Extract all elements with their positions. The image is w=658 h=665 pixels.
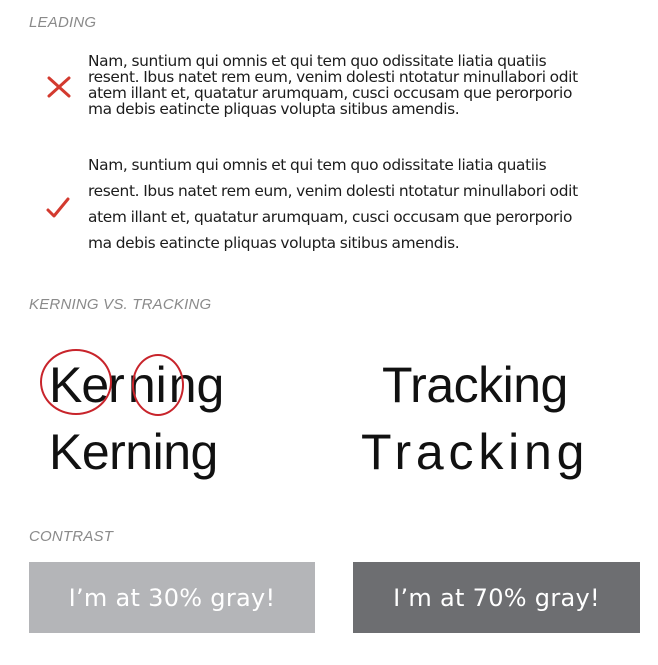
kerning-highlight-circle xyxy=(40,349,112,415)
text-line: ma debis eatincte pliquas volupta sitibus amendis. xyxy=(88,100,460,118)
gray-70-swatch xyxy=(353,562,640,633)
text-line: Nam, suntium qui omnis et qui tem quo odissitate liatia quatiis xyxy=(88,156,547,174)
leading-label: LEADING xyxy=(29,14,97,31)
contrast-label: CONTRAST xyxy=(29,528,114,545)
kerning-letter: ng xyxy=(168,357,225,413)
text-line: resent. Ibus natet rem eum, venim dolesti ntotatur minullabori odit xyxy=(88,68,578,86)
tracking-wide-word: Tracking xyxy=(361,424,590,480)
gray-70-text: I’m at 70% gray! xyxy=(393,583,600,612)
text-line: atem illant et, quatatur arumquam, cusci occusam que perorporio xyxy=(88,84,573,102)
kerning-highlight-circle xyxy=(132,354,184,416)
cross-icon xyxy=(46,76,72,98)
leading-good-paragraph xyxy=(88,152,648,256)
kerning-letter: e xyxy=(81,357,110,413)
kerning-letter: n xyxy=(127,357,156,413)
kerning-tracking-label: KERNING VS. TRACKING xyxy=(29,296,212,313)
check-icon xyxy=(45,196,71,220)
text-line: atem illant et, quatatur arumquam, cusci occusam que perorporio xyxy=(88,208,573,226)
text-line: ma debis eatincte pliquas volupta sitibus amendis. xyxy=(88,234,460,252)
kerning-letter: K xyxy=(49,357,83,413)
kerning-letter: i xyxy=(155,357,167,413)
kerning-letter: r xyxy=(108,357,125,413)
text-line: resent. Ibus natet rem eum, venim dolesti ntotatur minullabori odit xyxy=(88,182,578,200)
gray-30-swatch xyxy=(29,562,315,633)
kerning-good-word: Kerning xyxy=(49,424,218,480)
leading-bad-paragraph xyxy=(88,53,648,117)
text-line: Nam, suntium qui omnis et qui tem quo odissitate liatia quatiis xyxy=(88,52,547,70)
tracking-normal-word: Tracking xyxy=(382,357,568,413)
gray-30-text: I’m at 30% gray! xyxy=(68,583,276,612)
